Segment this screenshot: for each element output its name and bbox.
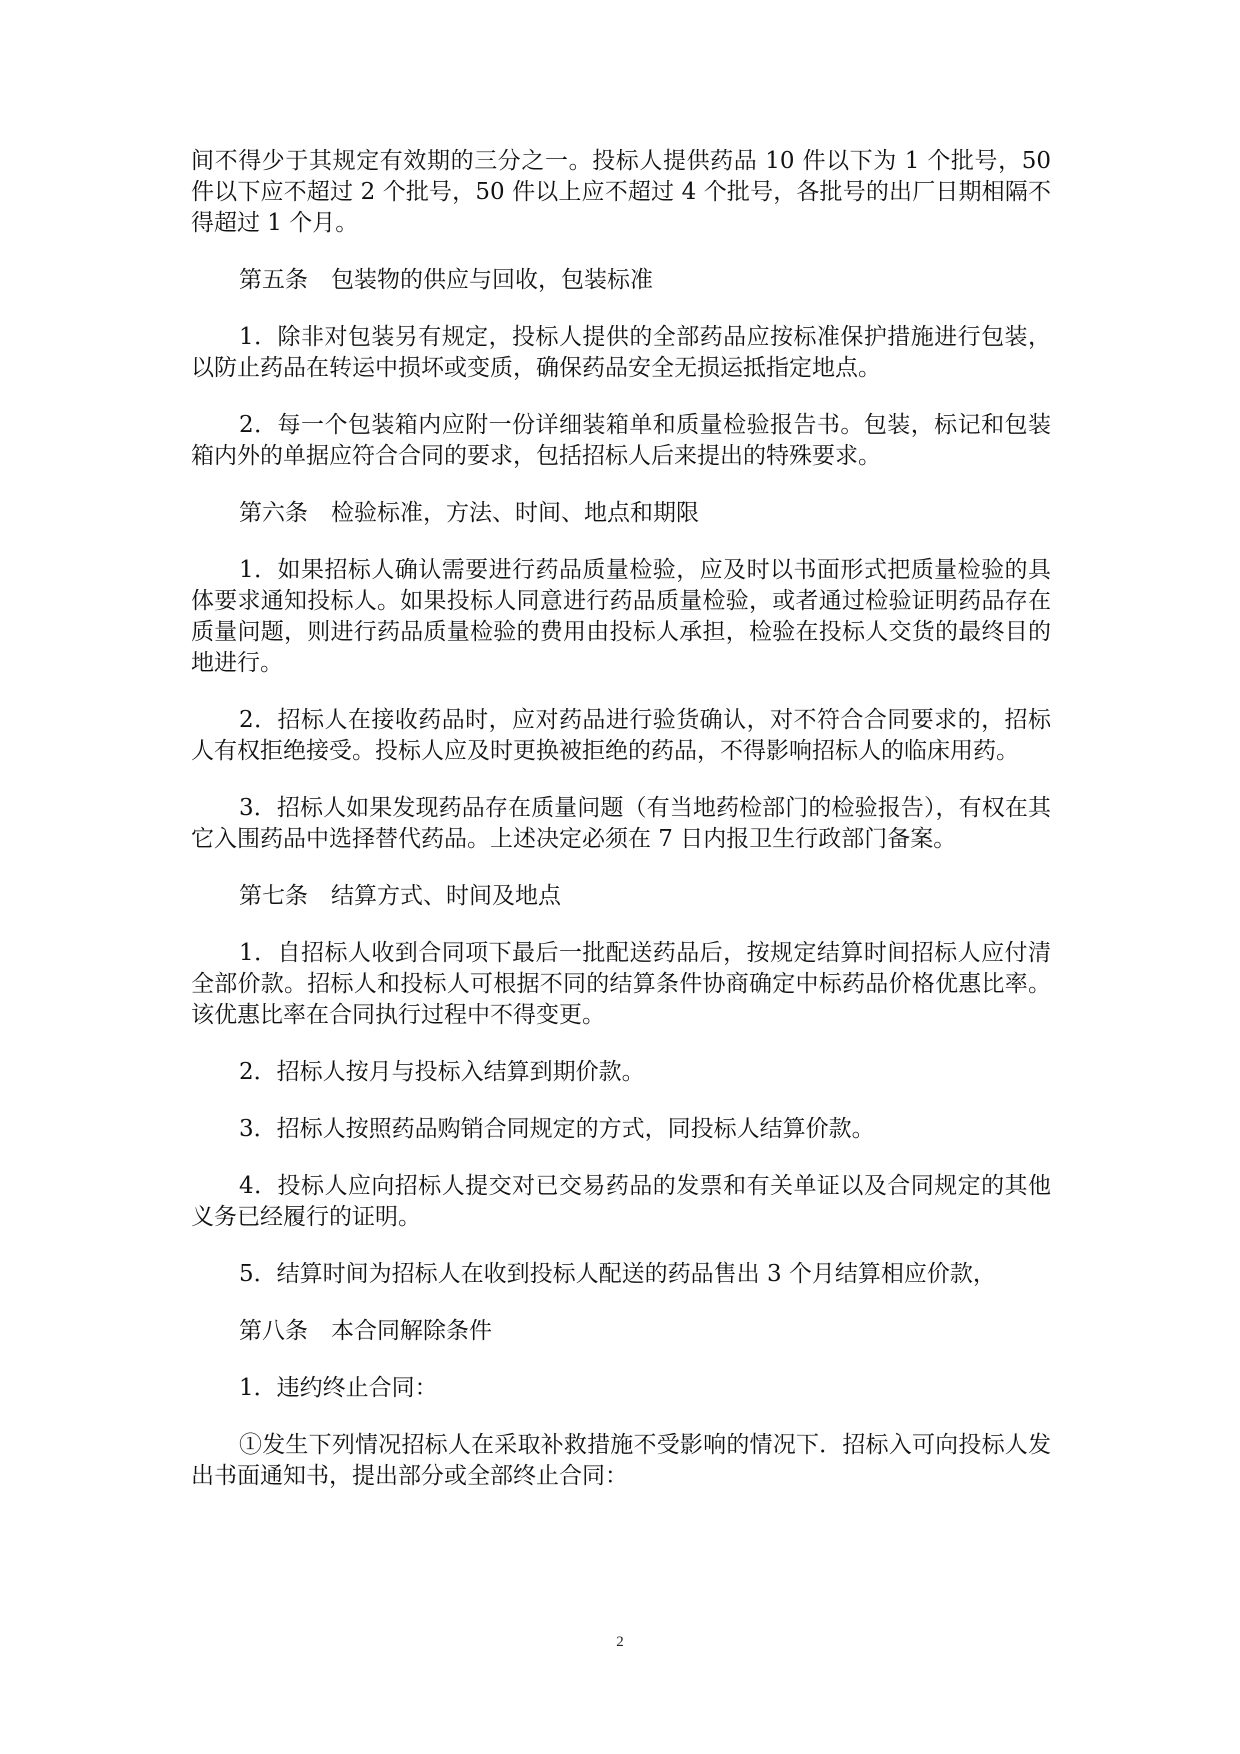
paragraph-6-1: 1．如果招标人确认需要进行药品质量检验，应及时以书面形式把质量检验的具体要求通知投标人。如果投标人同意进行药品质量检验，或者通过检验证明药品存在质量问题，则进行药品质量检验的费用由投标人承担，检验在投标人交货的最终目的地进行。 bbox=[191, 557, 1051, 676]
heading-article-6: 第六条 检验标准，方法、时间、地点和期限 bbox=[239, 500, 699, 526]
paragraph-7-2: 2．招标人按月与投标入结算到期价款。 bbox=[239, 1059, 645, 1085]
paragraph-7-1: 1．自招标人收到合同项下最后一批配送药品后，按规定结算时间招标人应付清全部价款。招标人和投标人可根据不同的结算条件协商确定中标药品价格优惠比率。该优惠比率在合同执行过程中不得变更。 bbox=[191, 940, 1051, 1028]
paragraph-validity-batches: 间不得少于其规定有效期的三分之一。投标人提供药品 10 件以下为 1 个批号，50 件以下应不超过 2 个批号，50 件以上应不超过 4 个批号，各批号的出厂日期相隔不得超过 1 个月。 bbox=[191, 148, 1051, 236]
paragraph-7-3: 3．招标人按照药品购销合同规定的方式，同投标人结算价款。 bbox=[239, 1116, 875, 1142]
paragraph-5-1: 1．除非对包装另有规定，投标人提供的全部药品应按标准保护措施进行包装，以防止药品在转运中损坏或变质，确保药品安全无损运抵指定地点。 bbox=[191, 324, 1051, 381]
paragraph-6-2: 2．招标人在接收药品时，应对药品进行验货确认，对不符合合同要求的，招标人有权拒绝接受。投标人应及时更换被拒绝的药品，不得影响招标人的临床用药。 bbox=[191, 707, 1051, 764]
paragraph-6-3: 3．招标人如果发现药品存在质量问题（有当地药检部门的检验报告），有权在其它入围药品中选择替代药品。上述决定必须在 7 日内报卫生行政部门备案。 bbox=[191, 795, 1051, 852]
page-number: 2 bbox=[616, 1634, 624, 1650]
document-body bbox=[191, 146, 1051, 1518]
heading-article-8: 第八条 本合同解除条件 bbox=[239, 1318, 492, 1344]
paragraph-7-4: 4．投标人应向招标人提交对已交易药品的发票和有关单证以及合同规定的其他义务已经履行的证明。 bbox=[191, 1173, 1051, 1230]
heading-article-7: 第七条 结算方式、时间及地点 bbox=[239, 883, 561, 909]
paragraph-7-5: 5．结算时间为招标人在收到投标人配送的药品售出 3 个月结算相应价款， bbox=[239, 1261, 996, 1287]
paragraph-8-1: 1．违约终止合同： bbox=[239, 1375, 438, 1401]
heading-article-5: 第五条 包装物的供应与回收，包装标准 bbox=[239, 267, 653, 293]
paragraph-5-2: 2．每一个包装箱内应附一份详细装箱单和质量检验报告书。包装，标记和包装箱内外的单据应符合合同的要求，包括招标人后来提出的特殊要求。 bbox=[191, 412, 1051, 469]
paragraph-8-1-a: ①发生下列情况招标人在采取补救措施不受影响的情况下．招标入可向投标人发出书面通知书，提出部分或全部终止合同： bbox=[191, 1432, 1051, 1489]
